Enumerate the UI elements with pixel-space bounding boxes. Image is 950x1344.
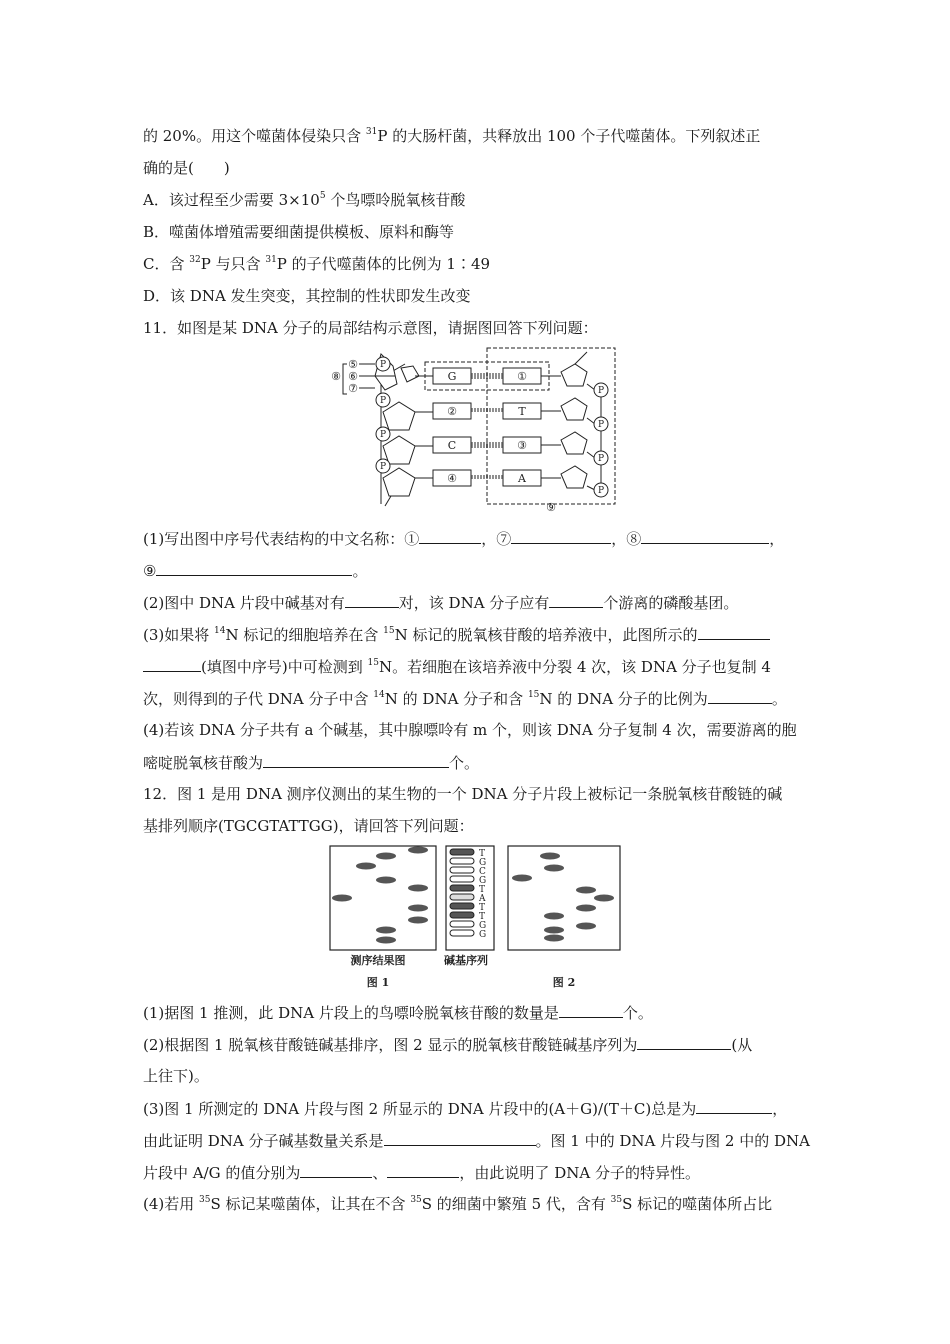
q12-sub2-line1: (2)根据图 1 脱氧核苷酸链碱基排序，图 2 显示的脱氧核苷酸链碱基序列为 (从: [143, 1036, 753, 1054]
q11-sub2: (2)图中 DNA 片段中碱基对有 对，该 DNA 分子应有 个游离的磷酸基团。: [143, 594, 739, 612]
answer-blank[interactable]: [263, 752, 449, 768]
q12-stem-line2: 基排列顺序(TGCGTATTGG)，请回答下列问题：: [143, 817, 474, 835]
answer-blank[interactable]: [708, 688, 772, 704]
q10-stem-line-2: 确的是( ): [143, 159, 230, 177]
answer-blank[interactable]: [511, 528, 611, 544]
sequence-letter: G: [479, 921, 487, 931]
answer-blank[interactable]: [143, 656, 201, 672]
label-6: ⑥: [348, 370, 358, 383]
sequence-letter: A: [479, 894, 486, 904]
phosphate-label: P: [597, 486, 605, 496]
phosphate-label: P: [597, 386, 605, 396]
sequencing-figure: [328, 840, 624, 992]
left-base: C: [447, 439, 457, 452]
q11-stem: 11．如图是某 DNA 分子的局部结构示意图，请据图回答下列问题：: [143, 319, 598, 337]
sequence-letter: T: [479, 849, 486, 859]
q12-sub3-line3: 片段中 A/G 的值分别为 、 ，由此说明了 DNA 分子的特异性。: [143, 1164, 700, 1182]
answer-blank[interactable]: [637, 1034, 731, 1050]
q12-sub2-line2: 上往下)。: [143, 1067, 209, 1085]
caption-result: 测序结果图: [350, 954, 406, 967]
sequence-letter: G: [479, 930, 487, 940]
q10-option-d: D．该 DNA 发生突变，其控制的性状即发生改变: [143, 287, 471, 305]
q12-stem-line1: 12．图 1 是用 DNA 测序仪测出的某生物的一个 DNA 分子片段上被标记一条脱氧核苷酸链的碱: [143, 785, 783, 803]
right-base: T: [518, 405, 526, 418]
label-9: ⑨: [546, 501, 556, 514]
label-5: ⑤: [348, 358, 358, 371]
phosphate-label: P: [379, 430, 387, 440]
q10-option-b: B．噬菌体增殖需要细菌提供模板、原料和酶等: [143, 223, 455, 241]
q11-sub3-line2: (填图中序号)中可检测到 $^{15}$N。若细胞在该培养液中分裂 4 次，该 DNA 分子也复制 4: [143, 656, 771, 677]
phosphate-label: P: [597, 454, 605, 464]
sequence-letter: T: [479, 885, 486, 895]
q12-sub4-line1: (4)若用 $^{35}$S 标记某噬菌体，让其在不含 $^{35}$S 的细菌中繁殖 5 代，含有 $^{35}$S 标记的噬菌体所占比: [143, 1195, 773, 1213]
answer-blank[interactable]: [156, 560, 352, 576]
left-base: ④: [447, 472, 457, 485]
q12-sub3-line2: 由此证明 DNA 分子碱基数量关系是 。图 1 中的 DNA 片段与图 2 中的 DNA: [143, 1132, 810, 1150]
q10-stem-line-1: 的 20%。用这个噬菌体侵染只含 $^{31}$P 的大肠杆菌，共释放出 100 个子代噬菌体。下列叙述正: [143, 127, 761, 145]
phosphate-label: P: [379, 396, 387, 406]
answer-blank[interactable]: [696, 1098, 772, 1114]
q11-sub3-line3: 次，则得到的子代 DNA 分子中含 $^{14}$N 的 DNA 分子和含 $^{15}$N 的 DNA 分子的比例为 。: [143, 690, 787, 708]
phosphate-label: P: [597, 420, 605, 430]
answer-blank[interactable]: [559, 1002, 623, 1018]
answer-blank[interactable]: [419, 528, 481, 544]
right-base: A: [518, 472, 526, 485]
q11-sub1-line1: (1)写出图中序号代表结构的中文名称：① ，⑦ ，⑧ ，: [143, 530, 785, 548]
caption-fig2: 图 2: [552, 976, 576, 989]
dna-structure-diagram: [325, 344, 625, 514]
q11-sub3-line1: (3)如果将 $^{14}$N 标记的细胞培养在含 $^{15}$N 标记的脱氧核苷酸的培养液中，此图所示的: [143, 624, 770, 645]
answer-blank[interactable]: [387, 1162, 459, 1178]
answer-blank[interactable]: [345, 592, 399, 608]
q10-option-a: A．该过程至少需要 $3\times 10^5$ 个鸟嘌呤脱氧核苷酸: [143, 191, 466, 209]
sequence-letter: T: [479, 912, 486, 922]
sequence-letter: G: [479, 858, 487, 868]
q11-sub4-line1: (4)若该 DNA 分子共有 a 个碱基，其中腺嘌呤有 m 个，则该 DNA 分子复制 4 次，需要游离的胞: [143, 721, 797, 739]
right-base: ③: [517, 439, 527, 452]
q12-sub3-line1: (3)图 1 所测定的 DNA 片段与图 2 所显示的 DNA 片段中的(A＋G)/(T＋C)总是为 ，: [143, 1100, 788, 1118]
label-7: ⑦: [348, 382, 358, 395]
phosphate-label: P: [379, 360, 387, 370]
q10-option-c: C．含 $^{32}$P 与只含 $^{31}$P 的子代噬菌体的比例为 1∶49: [143, 255, 491, 273]
left-base: ②: [447, 405, 457, 418]
label-8: ⑧: [331, 370, 341, 383]
answer-blank[interactable]: [300, 1162, 372, 1178]
phosphate-label: P: [379, 462, 387, 472]
left-base: G: [447, 370, 457, 383]
sequence-letter: T: [479, 903, 486, 913]
answer-blank[interactable]: [549, 592, 603, 608]
caption-sequence: 碱基序列: [444, 954, 488, 967]
answer-blank[interactable]: [698, 624, 770, 640]
q11-sub4-line2: 嘧啶脱氧核苷酸为 个。: [143, 754, 480, 772]
sequence-letter: C: [479, 867, 486, 877]
answer-blank[interactable]: [384, 1130, 536, 1146]
q12-sub1: (1)据图 1 推测，此 DNA 片段上的鸟嘌呤脱氧核苷酸的数量是 个。: [143, 1004, 653, 1022]
right-base: ①: [517, 370, 527, 383]
caption-fig1: 图 1: [366, 976, 390, 989]
answer-blank[interactable]: [641, 528, 769, 544]
sequence-letter: G: [479, 876, 487, 886]
q11-sub1-line2: ⑨ 。: [143, 562, 368, 580]
